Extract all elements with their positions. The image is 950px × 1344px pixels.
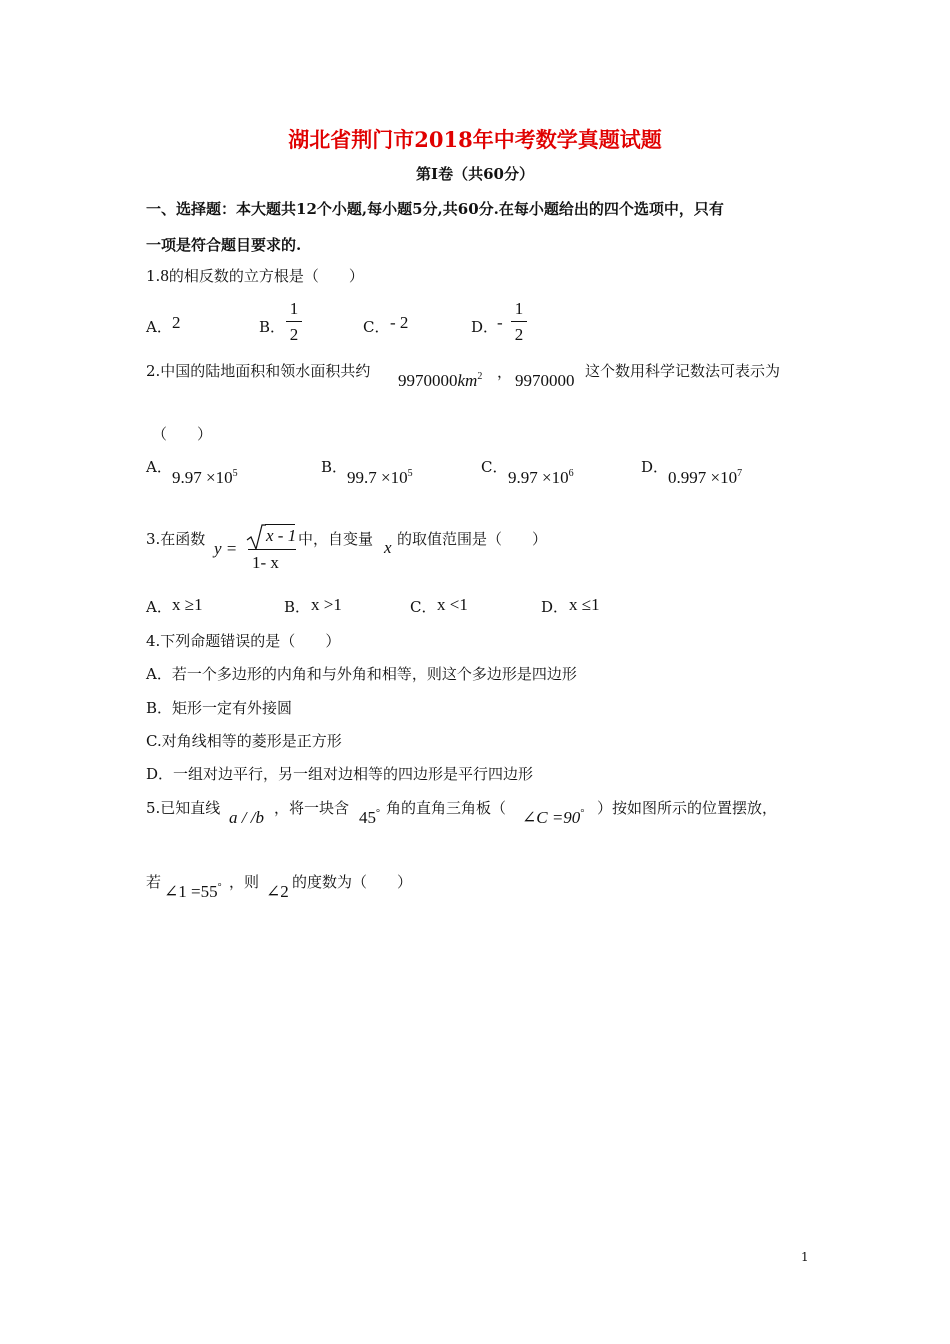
question-1-text: 的相反数的立方根是（ ） [168,267,364,285]
question-2-area-value: 9970000 [398,371,458,390]
q1-option-d-denominator: 2 [514,325,524,344]
question-3-y-equals: y = [214,539,238,558]
section-instruction-line-1: 一、选择题：本大题共12个小题,每小题5分,共60分.在每小题给出的四个选项中，只有 [146,200,724,218]
page-number: 1 [801,1250,809,1264]
q1-option-b-numerator: 1 [289,299,299,318]
question-5-text-7: 的度数为（ ） [292,873,413,891]
q3-option-b-value: x >1 [311,595,342,614]
q4-option-a: A．若一个多边形的内角和与外角和相等，则这个多边形是四边形 [146,665,577,683]
q2-option-b-value: $99.7 \times 10^5$ [347,468,413,487]
question-5-text-3: 角的直角三角板（ [386,799,507,817]
q3-option-a-label: A． [146,598,172,616]
question-3-denominator: 1- x [252,553,279,572]
q2-option-a-value: $9.97 \times 10^5$ [172,468,238,487]
q1-option-a-label: A． [146,318,172,336]
question-5-text-2: ，将一块含 [274,799,350,817]
question-2-unit-exponent: 2 [477,371,483,382]
q3-option-a-value: x ≥1 [172,595,203,614]
q2-option-d-value: $0.997 \times 10^7$ [668,468,743,487]
q3-option-c-label: C． [410,598,437,616]
question-2-unit: km [457,371,478,390]
q2-option-c-label: C． [481,458,508,476]
q2-option-d-label: D． [641,458,669,476]
q3-option-b-label: B． [284,598,311,616]
question-5-angle-c: ∠C =90° [522,808,585,827]
q3-option-c-value: x <1 [437,595,468,614]
fraction-bar [286,321,302,322]
question-5-text-4: ）按如图所示的位置摆放， [597,799,778,817]
q1-option-a-value: 2 [172,313,181,332]
question-5-text-1: 5.已知直线 [146,799,221,817]
question-3-middle-text: 中，自变量 [298,530,374,548]
question-2-text-start: 2.中国的陆地面积和领水面积共约 [146,362,371,380]
question-4-stem: 4.下列命题错误的是（ ） [146,632,341,650]
question-5-angle-1: ∠1 =55° [164,882,222,901]
q1-option-b-denominator: 2 [289,325,299,344]
part-heading: 第Ⅰ卷（共60分） [416,165,534,183]
question-5-angle-45: 45° [359,808,380,827]
question-5-text-6: ，则 [229,873,260,891]
q1-option-c-label: C． [363,318,390,336]
question-3-prefix: 3.在函数 [146,530,206,548]
question-2-number: 9970000 [515,371,575,390]
q1-option-d-label: D． [471,318,499,336]
q4-option-d: D．一组对边平行，另一组对边相等的四边形是平行四边形 [146,765,534,783]
question-5-text-5: 若 [146,873,162,891]
q1-option-c-value: - 2 [390,313,409,332]
question-3-variable: x [384,538,392,557]
section-instruction-line-2: 一项是符合题目要求的. [146,236,302,254]
q3-option-d-label: D． [541,598,569,616]
q2-option-c-value: $9.97 \times 10^6$ [508,468,574,487]
document-title: 湖北省荆门市2018年中考数学真题试题 [288,127,662,152]
question-2-area [398,371,482,391]
q1-option-d-fraction [509,299,529,345]
question-2-answer-paren: （ ） [152,425,213,443]
q4-option-b: B．矩形一定有外接圆 [146,699,293,717]
question-1-stem [146,265,364,286]
q1-option-b-fraction [284,299,304,345]
q3-option-d-value: x ≤1 [569,595,600,614]
question-3-numerator: x - 1 [266,526,297,545]
question-1-value: 8 [160,266,169,285]
q4-option-c: C.对角线相等的菱形是正方形 [146,732,342,750]
q2-option-a-label: A． [146,458,172,476]
q1-option-d-numerator: 1 [514,299,524,318]
q1-option-d-sign: - [497,313,503,332]
sqrt-symbol [246,524,266,550]
sqrt-overline [265,524,295,525]
question-2-text-end: 这个数用科学记数法可表示为 [585,362,781,380]
fraction-bar [511,321,527,322]
question-5-parallel: a / /b [229,808,264,827]
question-1-number: 1. [146,267,161,285]
question-3-fraction [248,524,296,574]
fraction-bar [248,549,296,550]
q2-option-b-label: B． [321,458,348,476]
q1-option-b-label: B． [259,318,286,336]
question-5-angle-2: ∠2 [266,882,289,901]
question-3-suffix: 的取值范围是（ ） [397,530,548,548]
question-2-comma: ， [497,363,513,381]
